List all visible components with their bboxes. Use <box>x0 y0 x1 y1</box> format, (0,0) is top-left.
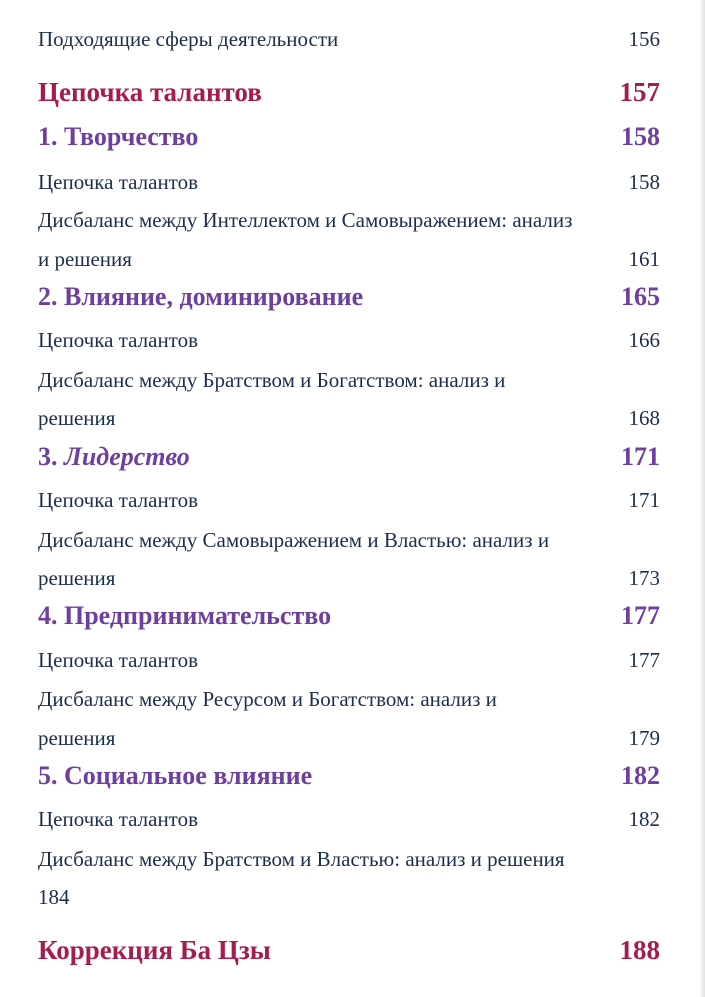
toc-entry-page: 177 <box>628 648 660 672</box>
toc-entry-title-line1: Дисбаланс между Братством и Властью: анализ и решения <box>38 847 565 871</box>
toc-entry-page: 156 <box>628 27 660 51</box>
toc-chapter-social-influence[interactable] <box>38 761 660 791</box>
toc-section-title: Коррекция Ба Цзы <box>38 935 271 965</box>
toc-entry-imbalance[interactable] <box>38 368 660 393</box>
toc-entry-title-line1: Дисбаланс между Интеллектом и Самовыражением: анализ <box>38 208 573 232</box>
toc-entry-imbalance-continued[interactable] <box>38 885 660 910</box>
toc-entry-imbalance-continued[interactable] <box>38 247 660 272</box>
toc-section-page: 157 <box>619 77 660 107</box>
toc-chapter-title: 1. Творчество <box>38 122 199 151</box>
toc-entry-imbalance-continued[interactable] <box>38 566 660 591</box>
toc-entry-talent-chain[interactable] <box>38 170 660 195</box>
toc-entry-page: 158 <box>628 170 660 194</box>
page-edge-shadow <box>699 0 705 997</box>
toc-entry-page: 182 <box>628 807 660 831</box>
toc-chapter-title: 5. Социальное влияние <box>38 761 313 790</box>
toc-entry-page: 173 <box>628 566 660 590</box>
toc-chapter-page: 158 <box>621 122 660 151</box>
toc-chapter-influence[interactable] <box>38 282 660 312</box>
toc-entry-title: Цепочка талантов <box>38 488 198 512</box>
toc-section-title: Цепочка талантов <box>38 77 262 107</box>
toc-entry-title: Цепочка талантов <box>38 328 198 352</box>
toc-entry-title-line2: решения <box>38 726 116 750</box>
toc-entry-talent-chain[interactable] <box>38 807 660 832</box>
toc-chapter-title: 2. Влияние, доминирование <box>38 282 364 311</box>
toc-section-talent-chain[interactable] <box>38 77 660 108</box>
toc-entry-imbalance-continued[interactable] <box>38 726 660 751</box>
toc-entry-imbalance[interactable] <box>38 847 660 872</box>
toc-entry-title: Цепочка талантов <box>38 648 198 672</box>
toc-entry-title-line1: Дисбаланс между Братством и Богатством: анализ и <box>38 368 506 392</box>
toc-entry-imbalance[interactable] <box>38 528 660 553</box>
toc-section-page: 188 <box>619 935 660 965</box>
toc-chapter-page: 182 <box>621 761 660 790</box>
toc-chapter-page: 171 <box>621 442 660 471</box>
toc-entry-title-line2: решения <box>38 406 116 430</box>
toc-entry-title-line1: Дисбаланс между Самовыражением и Властью: анализ и <box>38 528 550 552</box>
toc-chapter-page: 177 <box>621 601 660 630</box>
toc-entry-page: 161 <box>628 247 660 271</box>
toc-chapter-leadership[interactable] <box>38 442 660 472</box>
toc-chapter-entrepreneurship[interactable] <box>38 601 660 631</box>
toc-entry-title: Цепочка талантов <box>38 170 198 194</box>
toc-entry-page: 184 <box>38 885 70 909</box>
toc-entry-title-line2: решения <box>38 566 116 590</box>
toc-section-ba-zi-correction[interactable] <box>38 935 660 966</box>
toc-chapter-title: 4. Предпринимательство <box>38 601 332 630</box>
toc-entry-title: Цепочка талантов <box>38 807 198 831</box>
toc-entry-suitable-fields[interactable] <box>38 27 660 52</box>
toc-entry-imbalance[interactable] <box>38 208 660 233</box>
toc-chapter-number: 3. <box>38 442 64 471</box>
toc-entry-imbalance-continued[interactable] <box>38 406 660 431</box>
toc-entry-page: 171 <box>628 488 660 512</box>
toc-entry-title: Подходящие сферы деятельности <box>38 27 339 51</box>
toc-chapter-creativity[interactable] <box>38 122 660 152</box>
toc-entry-page: 168 <box>628 406 660 430</box>
toc-entry-title-line1: Дисбаланс между Ресурсом и Богатством: анализ и <box>38 687 497 711</box>
toc-entry-imbalance[interactable] <box>38 687 660 712</box>
toc-entry-title-line2: и решения <box>38 247 132 271</box>
toc-entry-page: 166 <box>628 328 660 352</box>
toc-entry-talent-chain[interactable] <box>38 328 660 353</box>
toc-entry-page: 179 <box>628 726 660 750</box>
toc-chapter-title: Лидерство <box>64 442 190 471</box>
toc-entry-talent-chain[interactable] <box>38 488 660 513</box>
toc-chapter-page: 165 <box>621 282 660 311</box>
toc-entry-talent-chain[interactable] <box>38 648 660 673</box>
